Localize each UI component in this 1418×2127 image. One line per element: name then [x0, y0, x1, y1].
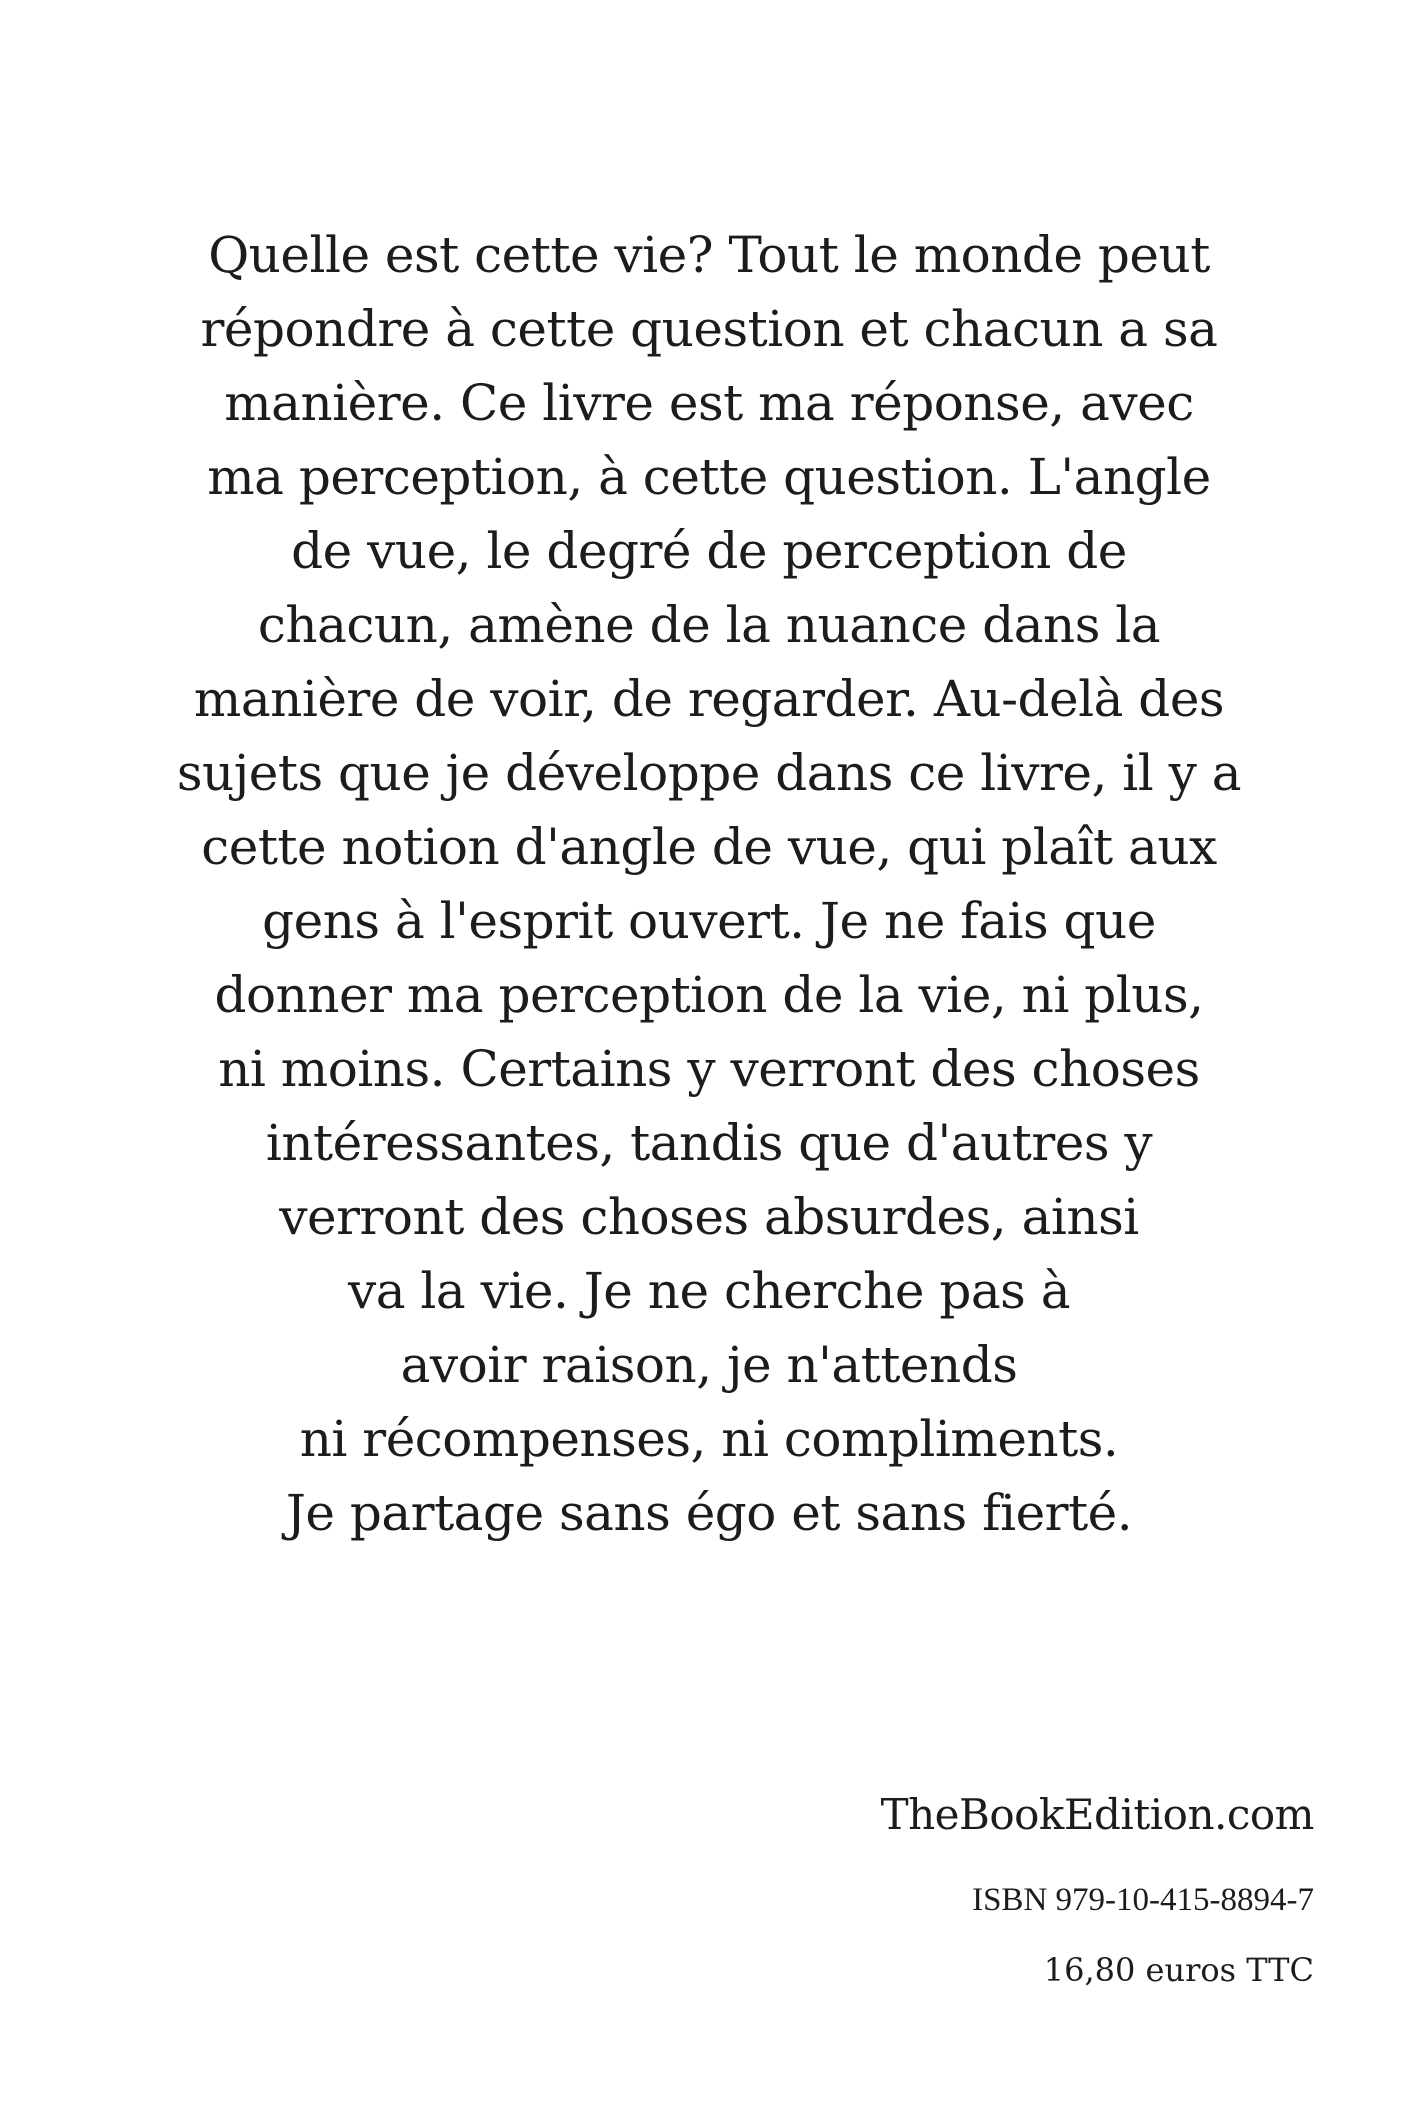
blurb-line: Quelle est cette vie? Tout le monde peut: [208, 226, 1210, 284]
isbn-number: ISBN 979-10-415-8894-7: [972, 1882, 1314, 1918]
blurb-line: donner ma perception de la vie, ni plus,: [214, 966, 1204, 1024]
price-label: 16,80 euros TTC: [1043, 1951, 1314, 1989]
blurb-line: va la vie. Je ne cherche pas à: [347, 1262, 1071, 1320]
blurb-line: cette notion d'angle de vue, qui plaît aux: [201, 818, 1217, 876]
blurb-line: sujets que je développe dans ce livre, il y a: [176, 744, 1242, 802]
blurb-line: ni moins. Certains y verront des choses: [218, 1040, 1200, 1098]
blurb-line: répondre à cette question et chacun a sa: [200, 300, 1218, 358]
blurb-line: intéressantes, tandis que d'autres y: [265, 1114, 1153, 1172]
blurb-line: manière. Ce livre est ma réponse, avec: [224, 374, 1194, 432]
blurb-line: avoir raison, je n'attends: [400, 1336, 1018, 1394]
blurb-line: ni récompenses, ni compliments.: [299, 1410, 1119, 1468]
blurb-line: chacun, amène de la nuance dans la: [257, 596, 1161, 654]
blurb-line: gens à l'esprit ouvert. Je ne fais que: [262, 892, 1156, 950]
blurb-line: de vue, le degré de perception de: [291, 522, 1127, 580]
blurb-line: ma perception, à cette question. L'angle: [207, 448, 1211, 506]
blurb-line: manière de voir, de regarder. Au-delà des: [193, 670, 1225, 728]
blurb-line: verront des choses absurdes, ainsi: [279, 1188, 1139, 1246]
back-cover-blurb: [110, 218, 1308, 1550]
blurb-line: Je partage sans égo et sans fierté.: [285, 1484, 1133, 1542]
publisher-name: TheBookEdition.com: [880, 1790, 1314, 1839]
